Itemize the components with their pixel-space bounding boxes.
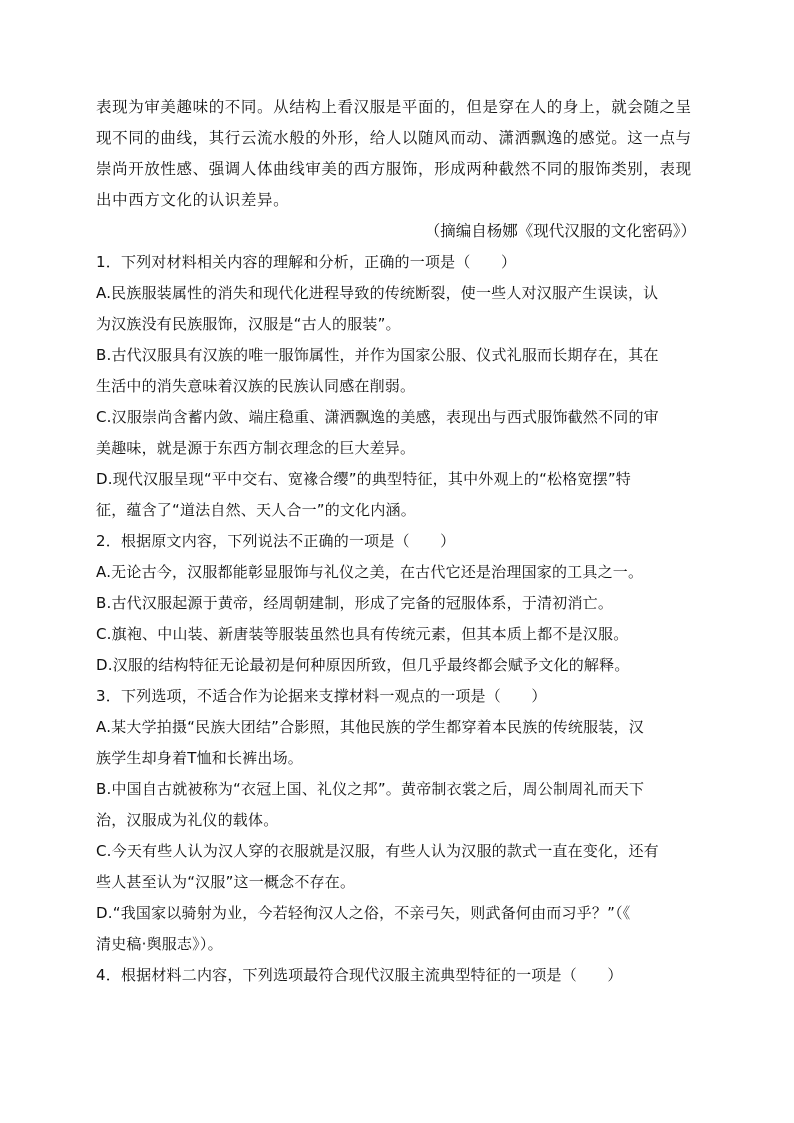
reading-passage xyxy=(96,92,696,247)
passage-citation: （摘编自杨娜《现代汉服的文化密码》） xyxy=(424,222,696,240)
question-4 xyxy=(96,960,696,991)
option-c: C.旗袍、中山装、新唐装等服装虽然也具有传统元素，但其本质上都不是汉服。 xyxy=(96,625,629,643)
option-line: C.今天有些人认为汉人穿的衣服就是汉服，有些人认为汉服的款式一直在变化，还有 xyxy=(96,842,659,860)
exam-page xyxy=(96,92,696,991)
option-a xyxy=(96,712,696,774)
option-line: 为汉族没有民族服饰，汉服是“古人的服装”。 xyxy=(96,315,401,333)
option-line: A.民族服装属性的消失和现代化进程导致的传统断裂，使一些人对汉服产生误读，认 xyxy=(96,284,659,302)
option-b: B.古代汉服起源于黄帝，经周朝建制，形成了完备的冠服体系，于清初消亡。 xyxy=(96,594,614,612)
option-c xyxy=(96,402,696,464)
option-line: D.现代汉服呈现“平中交右、宽褖合缨”的典型特征，其中外观上的“松格宽摆”特 xyxy=(96,470,632,488)
option-line: D.“我国家以骑射为业，今若轻徇汉人之俗，不亲弓矢，则武备何由而习乎？”（《 xyxy=(96,904,631,922)
question-2 xyxy=(96,526,696,681)
passage-line: 现不同的曲线，其行云流水般的外形，给人以随风而动、潇洒飘逸的感觉。这一点与 xyxy=(96,129,692,147)
option-d xyxy=(96,464,696,526)
option-d xyxy=(96,898,696,960)
option-d: D.汉服的结构特征无论最初是何种原因所致，但几乎最终都会赋予文化的解释。 xyxy=(96,656,630,674)
option-c xyxy=(96,836,696,898)
option-line: 些人甚至认为“汉服”这一概念不存在。 xyxy=(96,873,356,891)
option-a xyxy=(96,278,696,340)
question-3 xyxy=(96,681,696,960)
option-line: A.某大学拍摄“民族大团结”合影照，其他民族的学生都穿着本民族的传统服装，汉 xyxy=(96,718,644,736)
question-1 xyxy=(96,247,696,526)
question-stem: 1．下列对材料相关内容的理解和分析，正确的一项是（ ） xyxy=(96,253,517,271)
option-line: 治，汉服成为礼仪的载体。 xyxy=(96,811,279,829)
option-line: 美趣味，就是源于东西方制衣理念的巨大差异。 xyxy=(96,439,416,457)
passage-line: 出中西方文化的认识差异。 xyxy=(96,191,290,209)
option-line: 生活中的消失意味着汉族的民族认同感在削弱。 xyxy=(96,377,416,395)
question-stem: 2．根据原文内容，下列说法不正确的一项是（ ） xyxy=(96,532,456,550)
option-b xyxy=(96,340,696,402)
option-line: 征，蕴含了“道法自然、天人合一”的文化内涵。 xyxy=(96,501,416,519)
passage-line: 表现为审美趣味的不同。从结构上看汉服是平面的，但是穿在人的身上，就会随之呈 xyxy=(96,98,692,116)
option-b xyxy=(96,774,696,836)
option-line: 族学生却身着T恤和长裤出场。 xyxy=(96,749,303,767)
option-line: C.汉服崇尚含蓄内敛、端庄稳重、潇洒飘逸的美感，表现出与西式服饰截然不同的审 xyxy=(96,408,659,426)
question-stem: 4．根据材料二内容，下列选项最符合现代汉服主流典型特征的一项是（ ） xyxy=(96,966,623,984)
option-line: B.中国自古就被称为“衣冠上国、礼仪之邦”。黄帝制衣裳之后，周公制周礼而天下 xyxy=(96,780,645,798)
option-line: B.古代汉服具有汉族的唯一服饰属性，并作为国家公服、仪式礼服而长期存在，其在 xyxy=(96,346,659,364)
option-line: 清史稿·舆服志》）。 xyxy=(96,935,223,953)
question-stem: 3．下列选项，不适合作为论据来支撑材料一观点的一项是（ ） xyxy=(96,687,547,705)
passage-line: 崇尚开放性感、强调人体曲线审美的西方服饰，形成两种截然不同的服饰类别，表现 xyxy=(96,160,692,178)
option-a: A.无论古今，汉服都能彰显服饰与礼仪之美，在古代它还是治理国家的工具之一。 xyxy=(96,563,644,581)
